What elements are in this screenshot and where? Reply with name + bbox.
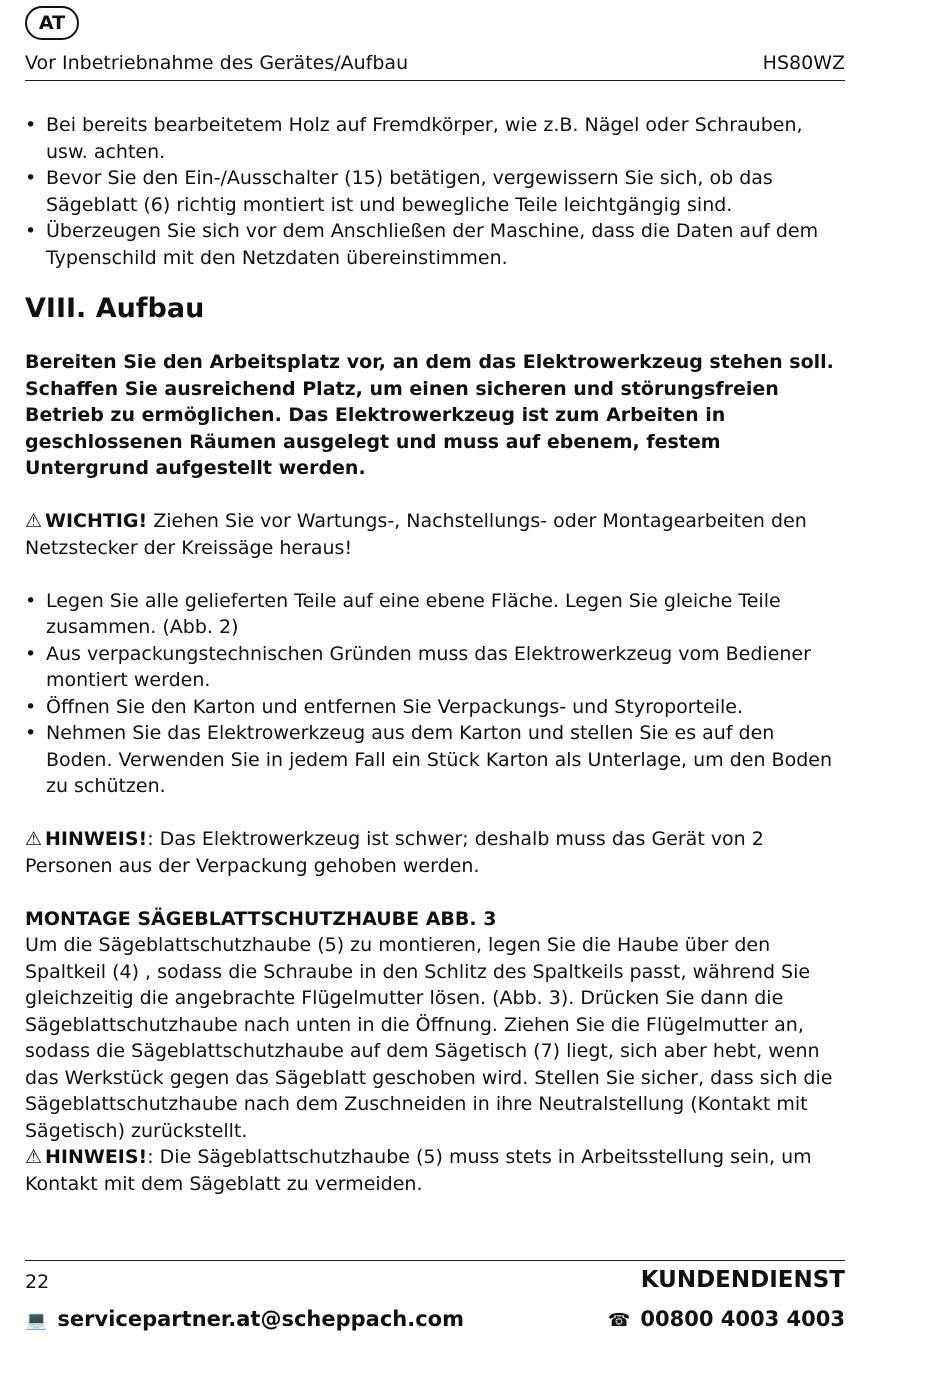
- warning-text: Ziehen Sie vor Wartungs-, Nachstellungs- oder Montagearbeiten den Netzstecker der Kreissäge heraus!: [25, 510, 807, 559]
- list-item: • Bei bereits bearbeitetem Holz auf Fremdkörper, wie z.B. Nägel oder Schrauben, usw. achten.: [25, 112, 845, 165]
- telephone-icon: ☎: [608, 1310, 631, 1331]
- montage-note-text: : Die Sägeblattschutzhaube (5) muss stets in Arbeitsstellung sein, um Kontakt mit dem Sägeblatt zu vermeiden.: [25, 1146, 812, 1195]
- service-title: KUNDENDIENST: [640, 1267, 845, 1293]
- warning-label: WICHTIG!: [45, 510, 148, 532]
- page-number: 22: [25, 1271, 50, 1293]
- warning-paragraph: [25, 508, 845, 561]
- computer-icon: 💻: [25, 1310, 48, 1331]
- intro-paragraph: Bereiten Sie den Arbeitsplatz vor, an dem das Elektrowerkzeug stehen soll. Schaffen Sie ausreichend Platz, um einen sicheren und störungsfreien Betrieb zu ermöglichen. Das Elektrowerkzeug ist zum Arbeiten in geschlossenen Räumen ausgelegt und muss auf ebenem, festem Untergrund aufgestellt werden.: [25, 351, 834, 479]
- montage-note: [25, 1144, 845, 1197]
- country-badge: AT: [25, 6, 79, 40]
- warning-triangle-icon: ⚠: [25, 510, 43, 532]
- email-text: servicepartner.at@scheppach.com: [57, 1307, 464, 1331]
- model-number: HS80WZ: [762, 52, 845, 74]
- page-content: [25, 112, 845, 1197]
- list-item: • Öffnen Sie den Karton und entfernen Sie Verpackungs- und Styroporteile.: [25, 694, 845, 721]
- page-footer: [25, 1260, 845, 1331]
- page-header: [25, 50, 845, 81]
- bullet-list-setup: [25, 588, 845, 800]
- montage-title: MONTAGE SÄGEBLATTSCHUTZHAUBE ABB. 3: [25, 907, 497, 930]
- note-label: HINWEIS!: [45, 828, 148, 850]
- list-item: • Legen Sie alle gelieferten Teile auf eine ebene Fläche. Legen Sie gleiche Teile zusammen. (Abb. 2): [25, 588, 845, 641]
- note-text: : Das Elektrowerkzeug ist schwer; deshalb muss das Gerät von 2 Personen aus der Verpackung gehoben werden.: [25, 828, 764, 877]
- section-heading: VIII. Aufbau: [25, 293, 205, 324]
- warning-triangle-icon: ⚠: [25, 828, 43, 850]
- phone-text: 00800 4003 4003: [640, 1307, 845, 1331]
- warning-triangle-icon: ⚠: [25, 1146, 43, 1168]
- section-title: Vor Inbetriebnahme des Gerätes/Aufbau: [25, 52, 409, 74]
- bullet-list-checks: [25, 112, 845, 271]
- list-item: • Überzeugen Sie sich vor dem Anschließen der Maschine, dass die Daten auf dem Typenschild mit den Netzdaten übereinstimmen.: [25, 218, 845, 271]
- service-phone: [608, 1307, 845, 1331]
- montage-text: Um die Sägeblattschutzhaube (5) zu montieren, legen Sie die Haube über den Spaltkeil (4) , sodass die Schraube in den Schlitz des Spaltkeils passt, während Sie gleichzeitig die angebrachte Flügelmutter lösen. (Abb. 3). Drücken Sie dann die Sägeblattschutzhaube nach unten in die Öffnung. Ziehen Sie die Flügelmutter an, sodass die Sägeblattschutzhaube auf dem Sägetisch (7) liegt, sich aber hebt, wenn das Werkstück gegen das Sägeblatt geschoben wird. Stellen Sie sicher, dass sich die Sägeblattschutzhaube nach dem Zuschneiden in ihre Neutralstellung (Kontakt mit Sägetisch) zurückstellt.: [25, 934, 833, 1142]
- note-paragraph: [25, 826, 845, 879]
- list-item: • Aus verpackungstechnischen Gründen muss das Elektrowerkzeug vom Bediener montiert werden.: [25, 641, 845, 694]
- montage-note-label: HINWEIS!: [45, 1146, 148, 1168]
- service-email: [25, 1307, 464, 1331]
- list-item: • Nehmen Sie das Elektrowerkzeug aus dem Karton und stellen Sie es auf den Boden. Verwenden Sie in jedem Fall ein Stück Karton als Unterlage, um den Boden zu schützen.: [25, 720, 845, 800]
- list-item: • Bevor Sie den Ein-/Ausschalter (15) betätigen, vergewissern Sie sich, ob das Sägeblatt (6) richtig montiert ist und bewegliche Teile leichtgängig sind.: [25, 165, 845, 218]
